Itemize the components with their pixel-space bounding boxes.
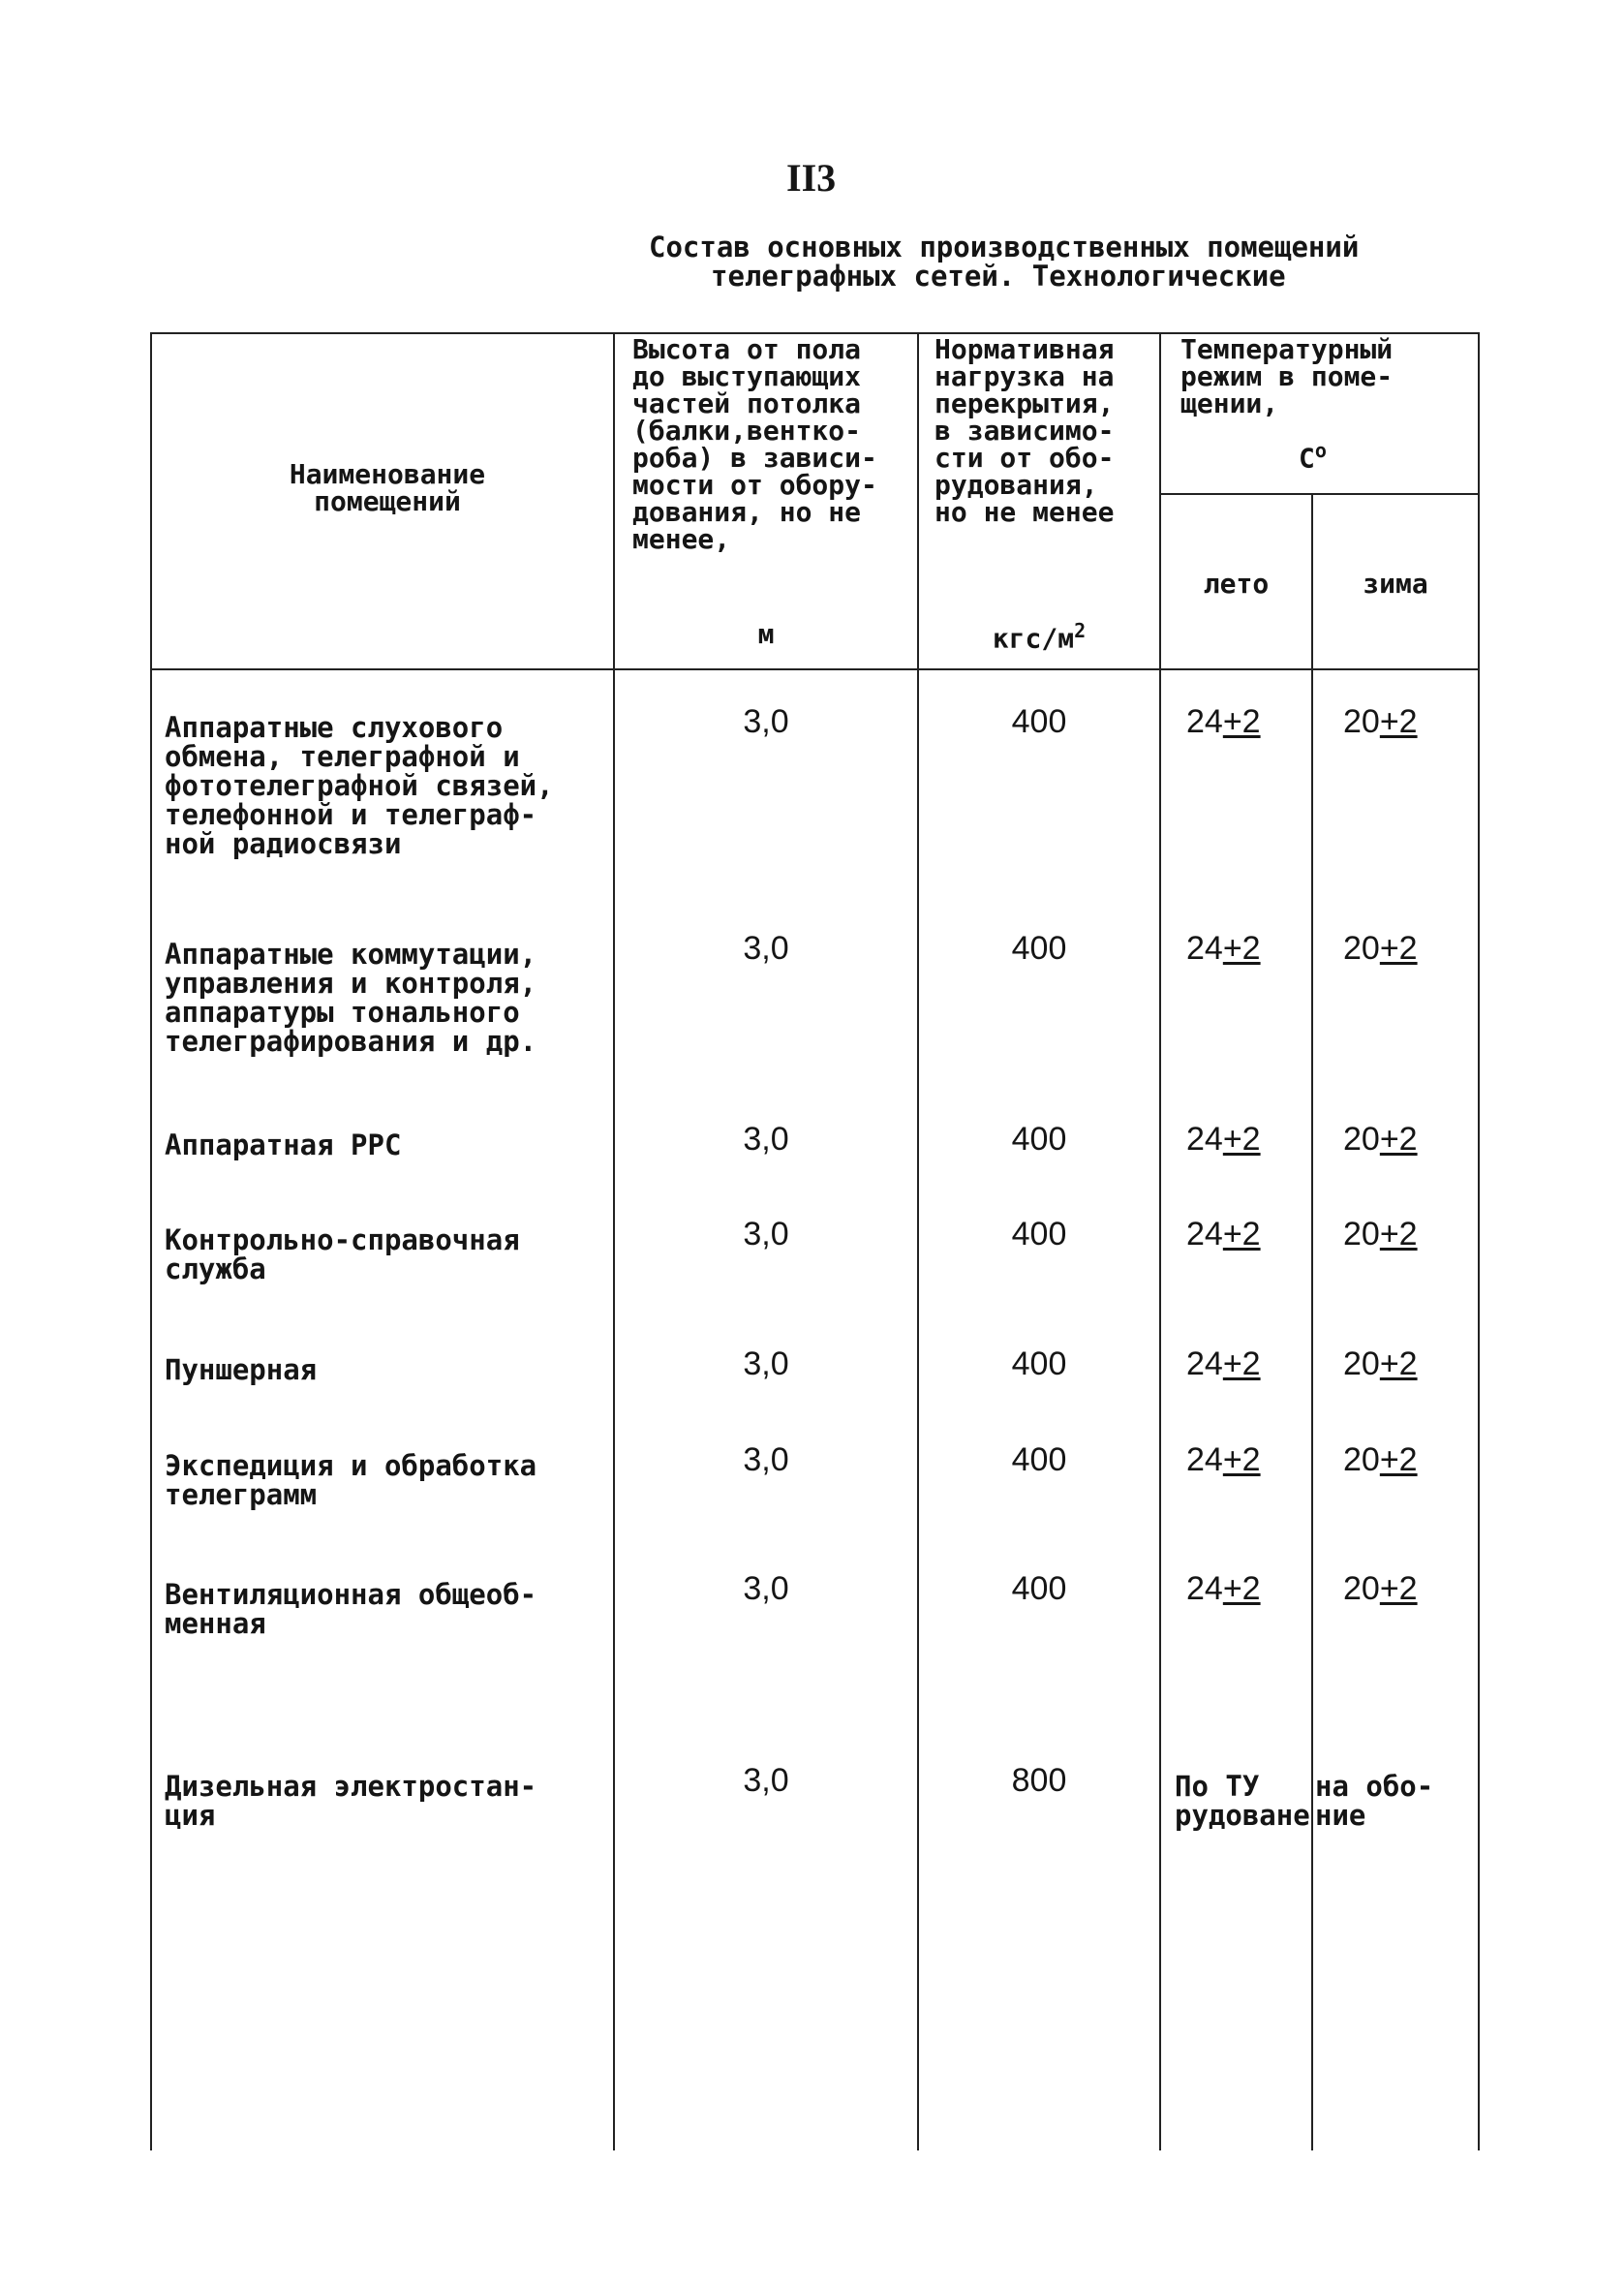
header-winter: зима	[1363, 568, 1428, 600]
height-value: 3,0	[743, 1121, 789, 1158]
temp-unit-text: C	[1299, 442, 1315, 475]
winter-tolerance: +2	[1379, 1570, 1418, 1607]
header-summer: лето	[1203, 568, 1270, 600]
column-divider-3	[1159, 332, 1161, 2150]
load-unit-sup: 2	[1074, 619, 1087, 642]
winter-temp	[1343, 1121, 1418, 1158]
height-value: 3,0	[743, 930, 789, 967]
header-height-unit: м	[757, 618, 775, 650]
winter-base: 20	[1343, 1570, 1380, 1607]
header-load: Нормативная нагрузка на перекрытия, в зависимо- сти от обо- рудования, но не менее	[935, 333, 1115, 528]
summer-base: 24	[1186, 930, 1223, 967]
header-bottom-rule	[150, 668, 1480, 670]
room-name: Пуншерная	[165, 1353, 318, 1386]
winter-temp	[1343, 1570, 1418, 1607]
winter-tolerance: +2	[1379, 1216, 1418, 1252]
room-name: Аппаратные коммутации, управления и контроля, аппаратуры тонального телеграфирования и др.	[165, 938, 537, 1058]
height-value: 3,0	[743, 1762, 789, 1799]
winter-base: 20	[1343, 930, 1380, 967]
winter-tolerance: +2	[1379, 1441, 1418, 1478]
height-value: 3,0	[743, 1216, 789, 1252]
column-divider-4	[1311, 493, 1313, 2150]
summer-base: 24	[1186, 1345, 1223, 1382]
temp-unit-sup: o	[1314, 439, 1327, 462]
summer-tolerance: +2	[1222, 930, 1261, 967]
load-value: 400	[1011, 1216, 1067, 1252]
summer-base: 24	[1186, 1121, 1223, 1158]
winter-tolerance: +2	[1379, 703, 1418, 740]
winter-temp	[1343, 1441, 1418, 1478]
page-number: II3	[786, 156, 837, 200]
room-name: Контрольно-справочная служба	[165, 1223, 520, 1285]
summer-tolerance: +2	[1222, 1345, 1261, 1382]
winter-temp	[1343, 703, 1418, 740]
load-value: 400	[1011, 703, 1067, 740]
caption-line-2: телеграфных сетей. Технологические	[711, 260, 1286, 293]
room-name: Экспедиция и обработка телеграмм	[165, 1449, 537, 1511]
caption-line-1: Состав основных производственных помещений	[649, 231, 1360, 263]
load-unit-text: кгс/м	[992, 622, 1075, 655]
summer-temp	[1186, 1345, 1261, 1382]
load-value: 400	[1011, 1345, 1067, 1382]
summer-base: 24	[1186, 703, 1223, 740]
header-temperature-unit	[1299, 437, 1327, 475]
winter-base: 20	[1343, 1121, 1380, 1158]
table-border-left	[150, 332, 152, 2150]
table-border-right	[1478, 332, 1480, 2150]
summer-temp	[1186, 1121, 1261, 1158]
winter-base: 20	[1343, 1216, 1380, 1252]
winter-tolerance: +2	[1379, 1121, 1418, 1158]
room-name: Аппаратные слухового обмена, телеграфной и фототелеграфной связей, телефонной и телеграф- ной радиосвязи	[165, 711, 554, 860]
summer-temp	[1186, 703, 1261, 740]
temp-note-left: По ТУ рудоване	[1175, 1770, 1310, 1832]
height-value: 3,0	[743, 1570, 789, 1607]
room-name: Вентиляционная общеоб- менная	[165, 1578, 537, 1640]
rooms-table	[150, 332, 1480, 2150]
summer-tolerance: +2	[1222, 703, 1261, 740]
height-value: 3,0	[743, 1441, 789, 1478]
summer-temp	[1186, 1570, 1261, 1607]
summer-base: 24	[1186, 1216, 1223, 1252]
summer-tolerance: +2	[1222, 1121, 1261, 1158]
winter-base: 20	[1343, 1441, 1380, 1478]
winter-temp	[1343, 1216, 1418, 1252]
header-load-unit	[919, 617, 1159, 655]
summer-base: 24	[1186, 1570, 1223, 1607]
winter-base: 20	[1343, 1345, 1380, 1382]
summer-temp	[1186, 1216, 1261, 1252]
table-caption	[649, 232, 1501, 291]
room-name: Дизельная электростан- ция	[165, 1770, 537, 1832]
winter-base: 20	[1343, 703, 1380, 740]
summer-tolerance: +2	[1222, 1441, 1261, 1478]
load-value: 400	[1011, 1121, 1067, 1158]
load-value: 400	[1011, 1570, 1067, 1607]
summer-temp	[1186, 930, 1261, 967]
header-room-name: Наименование помещений	[289, 458, 486, 517]
winter-tolerance: +2	[1379, 930, 1418, 967]
summer-tolerance: +2	[1222, 1216, 1261, 1252]
load-value: 400	[1011, 930, 1067, 967]
summer-tolerance: +2	[1222, 1570, 1261, 1607]
load-value: 400	[1011, 1441, 1067, 1478]
temp-note-right: на обо- ние	[1315, 1770, 1434, 1832]
winter-temp	[1343, 930, 1418, 967]
temp-subheader-rule	[1159, 493, 1480, 495]
summer-temp	[1186, 1441, 1261, 1478]
winter-temp	[1343, 1345, 1418, 1382]
height-value: 3,0	[743, 703, 789, 740]
height-value: 3,0	[743, 1345, 789, 1382]
header-height: Высота от пола до выступающих частей потолка (балки,вентко- роба) в зависи- мости от обору- дования, но не менее,	[632, 333, 877, 555]
room-name: Аппаратная РРС	[165, 1129, 402, 1161]
winter-tolerance: +2	[1379, 1345, 1418, 1382]
header-temperature: Температурный режим в поме- щении,	[1180, 333, 1394, 419]
summer-base: 24	[1186, 1441, 1223, 1478]
load-value: 800	[1011, 1762, 1067, 1799]
